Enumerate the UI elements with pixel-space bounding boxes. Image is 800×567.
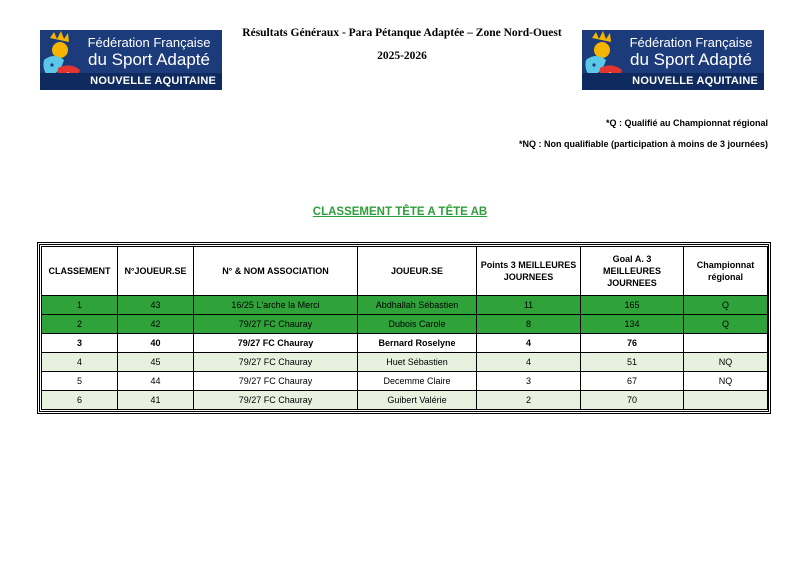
cell-championnat: Q	[684, 315, 768, 334]
cell-points: 4	[477, 334, 581, 353]
note-non-qualifiable: *NQ : Non qualifiable (participation à moins de 3 journées)	[518, 139, 768, 149]
cell-player-number: 43	[118, 296, 194, 315]
cell-player-number: 42	[118, 315, 194, 334]
cell-championnat	[684, 334, 768, 353]
cell-player: Decemme Claire	[358, 372, 477, 391]
cell-points: 2	[477, 391, 581, 410]
table-row	[42, 315, 768, 334]
cell-player: Huet Sébastien	[358, 353, 477, 372]
table-row	[42, 353, 768, 372]
cell-championnat: Q	[684, 296, 768, 315]
cell-championnat	[684, 391, 768, 410]
table-row	[42, 391, 768, 410]
results-table	[41, 246, 768, 410]
cell-player: Abdhallah Sébastien	[358, 296, 477, 315]
cell-points: 3	[477, 372, 581, 391]
cell-association: 79/27 FC Chauray	[194, 372, 358, 391]
results-table-frame	[37, 242, 771, 414]
ffsa-logo-left	[40, 30, 222, 90]
logo-line1: Fédération Française	[629, 35, 753, 50]
cell-association: 79/27 FC Chauray	[194, 353, 358, 372]
season: 2025-2026	[377, 50, 427, 62]
logo-line2: du Sport Adapté	[630, 50, 752, 69]
header-points: Points 3 MEILLEURES JOURNEES	[477, 247, 581, 296]
cell-association: 79/27 FC Chauray	[194, 334, 358, 353]
table-row	[42, 372, 768, 391]
cell-player-number: 45	[118, 353, 194, 372]
cell-points: 11	[477, 296, 581, 315]
header-association: N° & NOM ASSOCIATION	[194, 247, 358, 296]
logo-line2: du Sport Adapté	[88, 50, 210, 69]
cell-goal-average: 67	[581, 372, 684, 391]
header-classement: CLASSEMENT	[42, 247, 118, 296]
logo-line1: Fédération Française	[87, 35, 211, 50]
cell-rank: 5	[42, 372, 118, 391]
cell-points: 4	[477, 353, 581, 372]
header-championnat: Championnat régional	[684, 247, 768, 296]
cell-goal-average: 51	[581, 353, 684, 372]
section-title: CLASSEMENT TÊTE A TÊTE AB	[312, 206, 488, 218]
cell-player-number: 40	[118, 334, 194, 353]
table-row	[42, 334, 768, 353]
header-goal-average: Goal A. 3 MEILLEURES JOURNEES	[581, 247, 684, 296]
note-qualified: *Q : Qualifié au Championnat régional	[605, 118, 768, 128]
ffsa-logo-right	[582, 30, 764, 90]
logo-band: NOUVELLE AQUITAINE	[40, 73, 222, 90]
cell-rank: 1	[42, 296, 118, 315]
logo-band: NOUVELLE AQUITAINE	[582, 73, 764, 90]
cell-rank: 2	[42, 315, 118, 334]
header-joueur: JOUEUR.SE	[358, 247, 477, 296]
cell-championnat: NQ	[684, 372, 768, 391]
cell-rank: 3	[42, 334, 118, 353]
cell-goal-average: 70	[581, 391, 684, 410]
cell-player: Dubois Carole	[358, 315, 477, 334]
cell-goal-average: 165	[581, 296, 684, 315]
cell-association: 79/27 FC Chauray	[194, 315, 358, 334]
cell-points: 8	[477, 315, 581, 334]
cell-player-number: 41	[118, 391, 194, 410]
table-header-row	[42, 247, 768, 296]
page-title: Résultats Généraux - Para Pétanque Adaptée – Zone Nord-Ouest	[242, 27, 562, 39]
cell-goal-average: 76	[581, 334, 684, 353]
cell-goal-average: 134	[581, 315, 684, 334]
cell-player: Guibert Valérie	[358, 391, 477, 410]
cell-player-number: 44	[118, 372, 194, 391]
cell-championnat: NQ	[684, 353, 768, 372]
cell-association: 79/27 FC Chauray	[194, 391, 358, 410]
cell-rank: 6	[42, 391, 118, 410]
table-row	[42, 296, 768, 315]
header-numero-joueur: N°JOUEUR.SE	[118, 247, 194, 296]
cell-player: Bernard Roselyne	[358, 334, 477, 353]
cell-rank: 4	[42, 353, 118, 372]
cell-association: 16/25 L'arche la Merci	[194, 296, 358, 315]
